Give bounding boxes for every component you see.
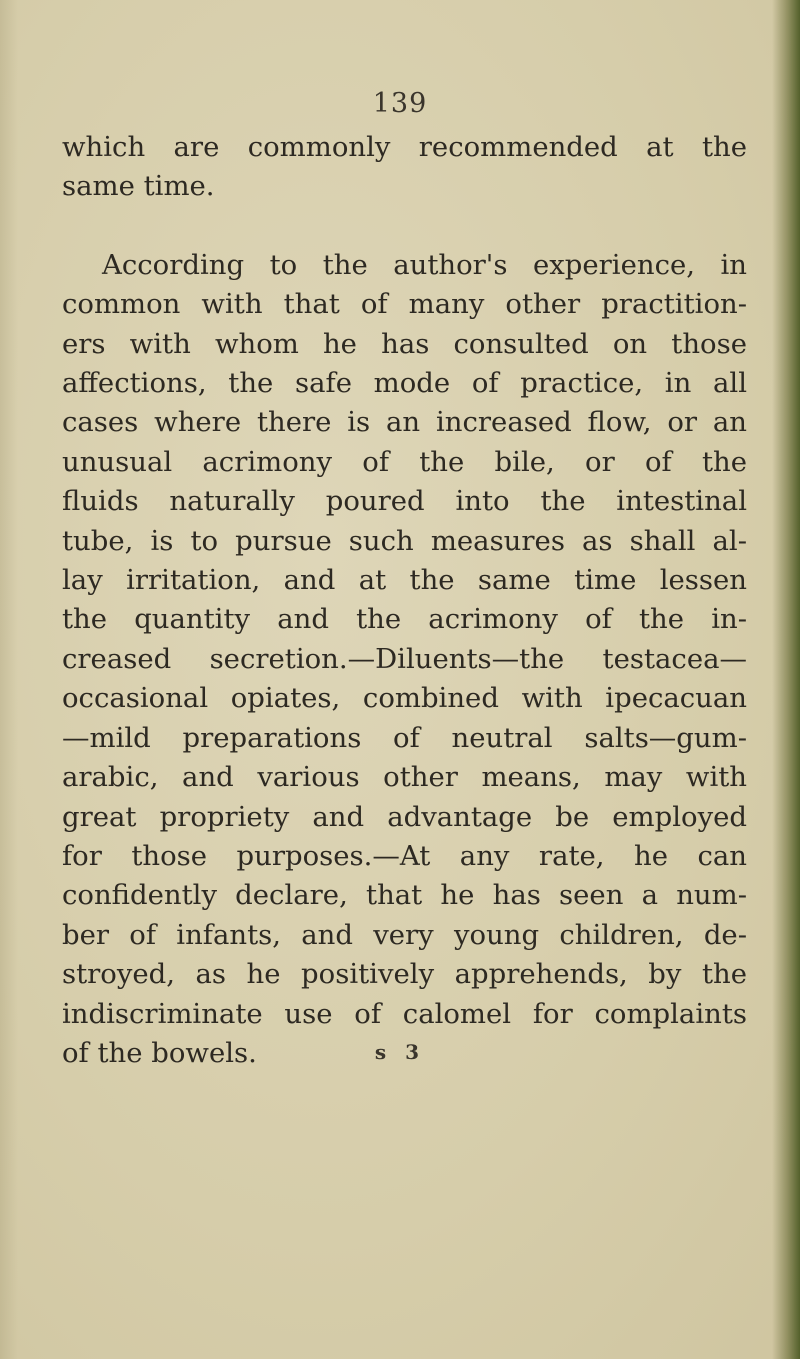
- text-line: occasional opiates, combined with ipecacuan: [62, 682, 747, 715]
- text-line: arabic, and various other means, may with: [62, 761, 747, 794]
- text-line: for those purposes.—At any rate, he can: [62, 839, 747, 872]
- signature-mark: s 3: [374, 1040, 426, 1064]
- text-line: fluids naturally poured into the intestinal: [62, 485, 747, 518]
- binding-gutter: [772, 0, 800, 1359]
- text-line: same time.: [62, 170, 215, 203]
- text-line: creased secretion.—Diluents—the testacea—: [62, 642, 747, 675]
- body-text: [62, 128, 747, 1073]
- text-line: stroyed, as he positively apprehends, by the: [62, 958, 747, 991]
- page-edge-shadow: [0, 0, 18, 1359]
- text-line: cases where there is an increased flow, or an: [62, 406, 747, 439]
- text-line: According to the author's experience, in: [102, 248, 747, 281]
- text-line: ber of infants, and very young children, de-: [62, 918, 747, 951]
- text-line: of the bowels.: [62, 1036, 257, 1069]
- page-number: 139: [372, 88, 428, 119]
- text-line: tube, is to pursue such measures as shall al-: [62, 524, 747, 557]
- text-line: unusual acrimony of the bile, or of the: [62, 445, 747, 478]
- text-line: the quantity and the acrimony of the in-: [62, 603, 747, 636]
- text-line: common with that of many other practition-: [62, 288, 747, 321]
- text-line: great propriety and advantage be employed: [62, 800, 747, 833]
- text-line: confidently declare, that he has seen a num-: [62, 879, 747, 912]
- text-line: affections, the safe mode of practice, in all: [62, 367, 747, 400]
- paragraph: [62, 246, 747, 1074]
- text-line: —mild preparations of neutral salts—gum-: [62, 721, 747, 754]
- paragraph: [62, 128, 747, 207]
- text-line: which are commonly recommended at the: [62, 131, 747, 163]
- text-line: ers with whom he has consulted on those: [62, 327, 747, 360]
- text-line: lay irritation, and at the same time lessen: [62, 564, 747, 597]
- text-line: indiscriminate use of calomel for complaints: [62, 997, 747, 1030]
